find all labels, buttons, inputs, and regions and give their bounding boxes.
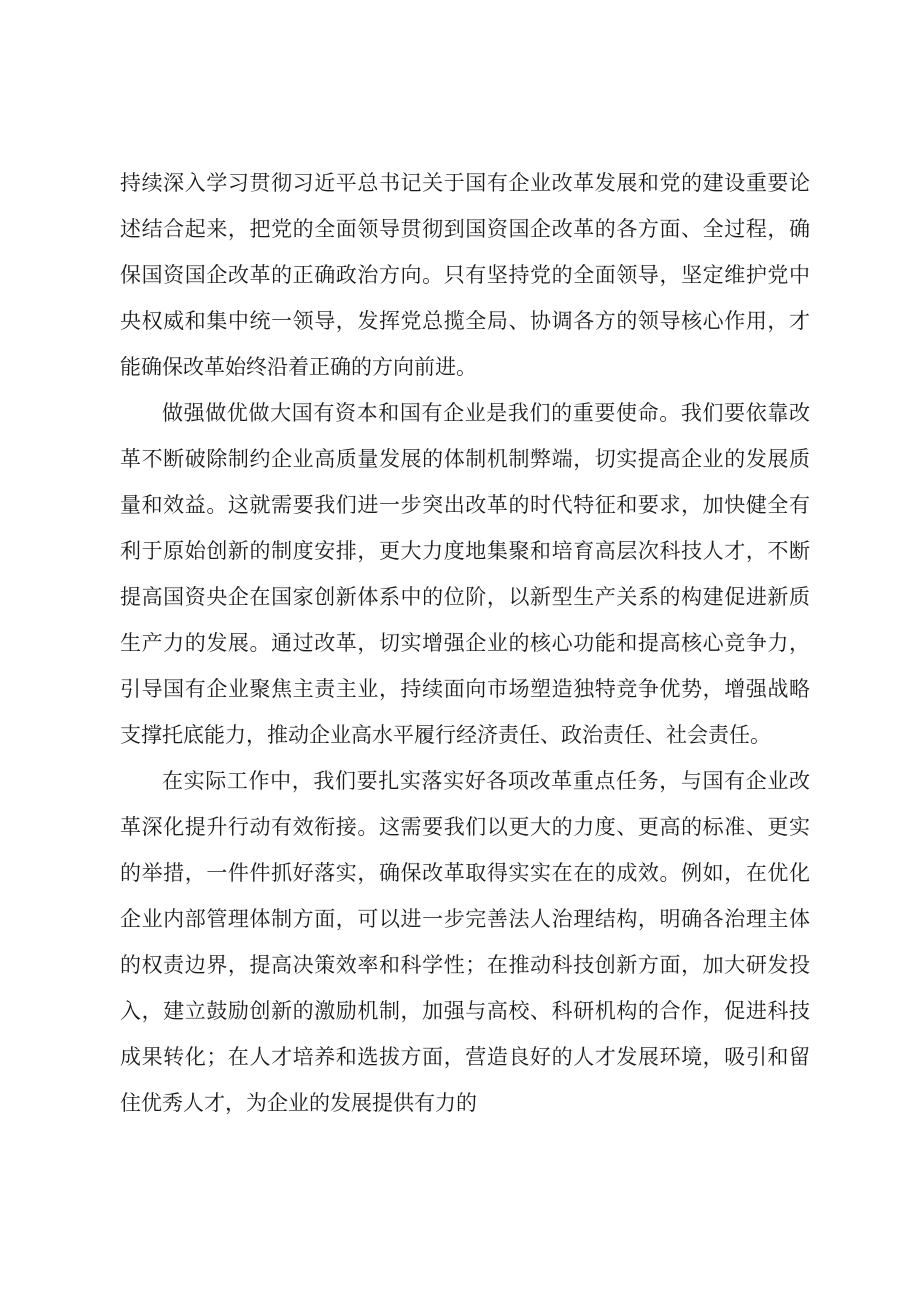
document-body — [120, 160, 810, 1126]
paragraph-2: 做强做优做大国有资本和国有企业是我们的重要使命。我们要依靠改革不断破除制约企业高质量发展的体制机制弊端，切实提高企业的发展质量和效益。这就需要我们进一步突出改革的时代特征和要求，加快健全有利于原始创新的制度安排，更大力度地集聚和培育高层次科技人才，不断提高国资央企在国家创新体系中的位阶，以新型生产关系的构建促进新质生产力的发展。通过改革，切实增强企业的核心功能和提高核心竞争力，引导国有企业聚焦主责主业，持续面向市场塑造独特竞争优势，增强战略支撑托底能力，推动企业高水平履行经济责任、政治责任、社会责任。 — [120, 401, 810, 747]
paragraph-1: 持续深入学习贯彻习近平总书记关于国有企业改革发展和党的建设重要论述结合起来，把党的全面领导贯彻到国资国企改革的各方面、全过程，确保国资国企改革的正确政治方向。只有坚持党的全面领导，坚定维护党中央权威和集中统一领导，发挥党总揽全局、协调各方的领导核心作用，才能确保改革始终沿着正确的方向前进。 — [120, 171, 810, 379]
paragraph-3: 在实际工作中，我们要扎实落实好各项改革重点任务，与国有企业改革深化提升行动有效衔接。这需要我们以更大的力度、更高的标准、更实的举措，一件件抓好落实，确保改革取得实实在在的成效。例如，在优化企业内部管理体制方面，可以进一步完善法人治理结构，明确各治理主体的权责边界，提高决策效率和科学性；在推动科技创新方面，加大研发投入，建立鼓励创新的激励机制，加强与高校、科研机构的合作，促进科技成果转化；在人才培养和选拔方面，营造良好的人才发展环境，吸引和留住优秀人才，为企业的发展提供有力的 — [120, 769, 810, 1115]
